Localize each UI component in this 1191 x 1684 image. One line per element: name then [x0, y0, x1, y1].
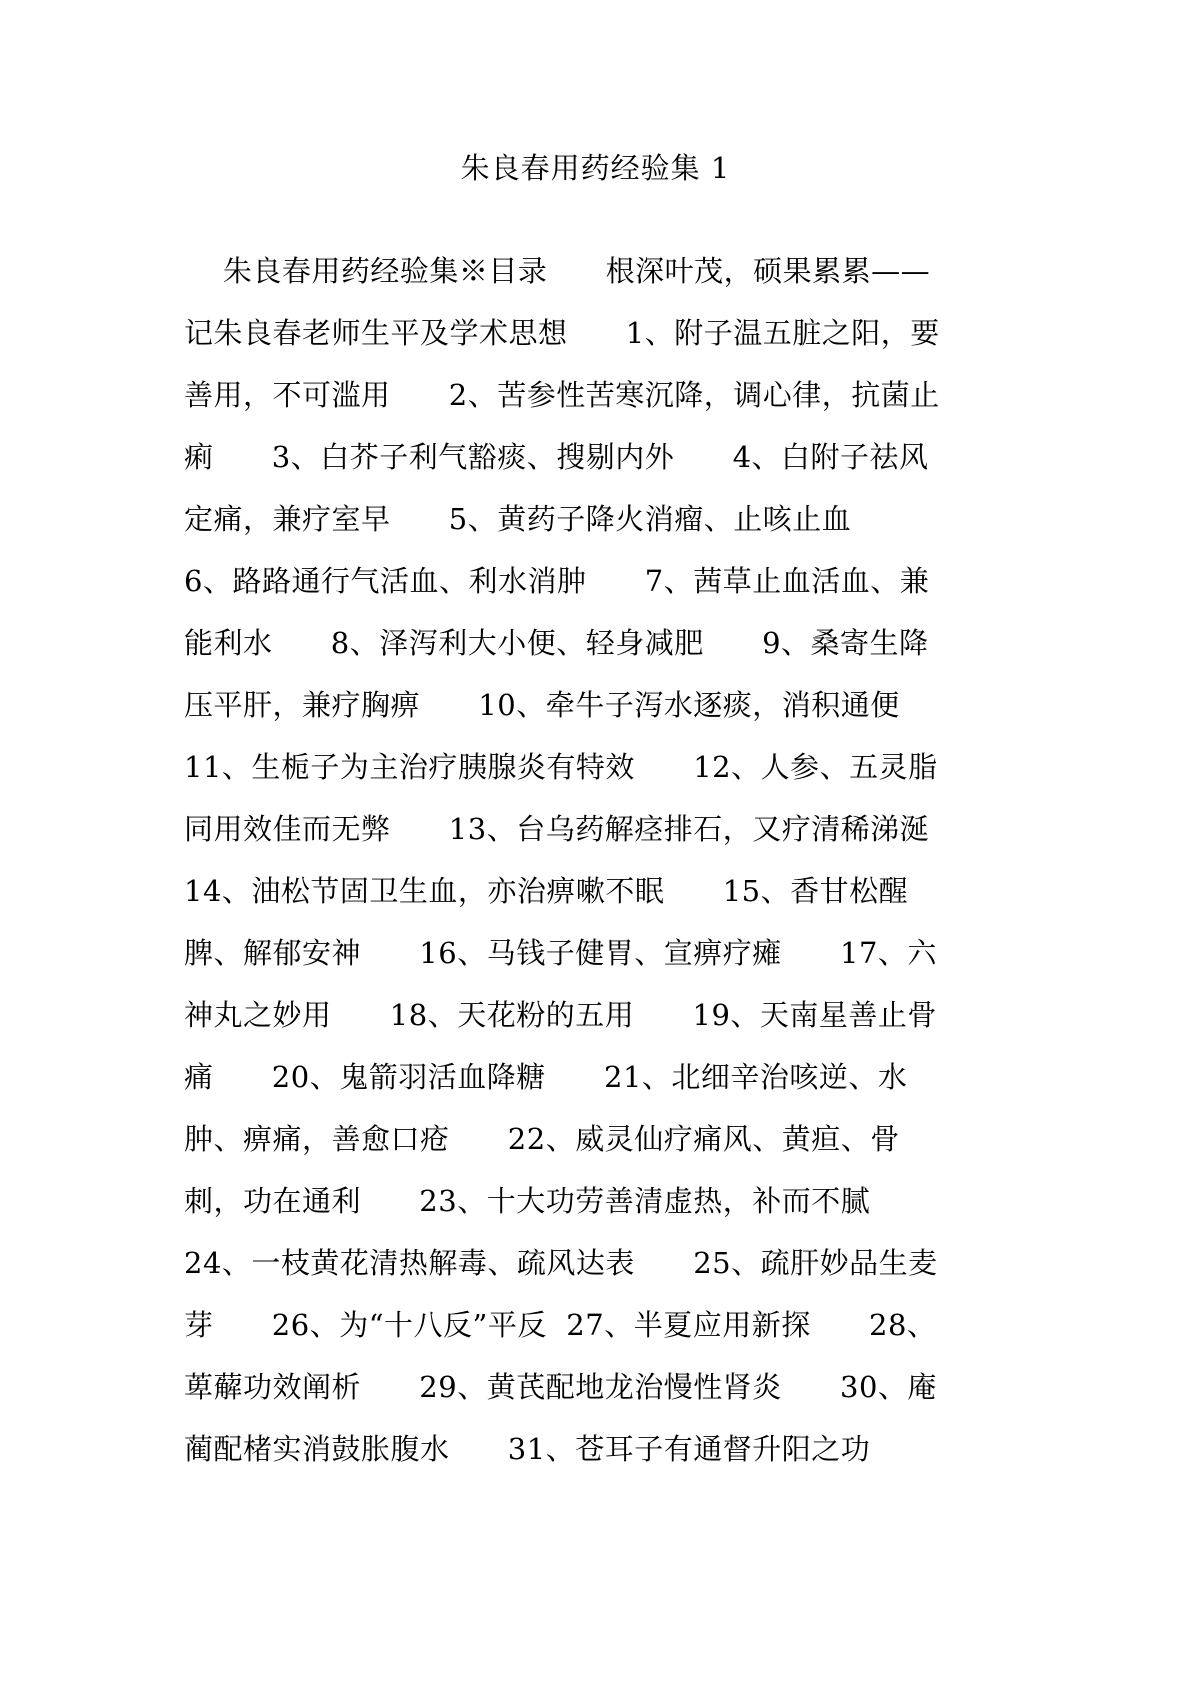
- text-line: 善用，不可滥用 2、苦参性苦寒沉降，调心律，抗菌止: [184, 378, 940, 412]
- text-line: 6、路路通行气活血、利水消肿 7、茜草止血活血、兼: [184, 564, 930, 598]
- text-line: 刺，功在通利 23、十大功劳善清虚热，补而不腻: [184, 1184, 871, 1218]
- text-line: 同用效佳而无弊 13、台乌药解痉排石，又疗清稀涕涎: [184, 812, 930, 846]
- text-line: 萆薢功效阐析 29、黄芪配地龙治慢性肾炎 30、庵: [184, 1370, 937, 1404]
- text-line: 14、油松节固卫生血，亦治痹嗽不眠 15、香甘松醒: [184, 874, 909, 908]
- text-line: 脾、解郁安神 16、马钱子健胃、宣痹疗瘫 17、六: [184, 936, 937, 970]
- text-line: 定痛，兼疗室早 5、黄药子降火消瘤、止咳止血: [184, 502, 852, 536]
- text-line: 痛 20、鬼箭羽活血降糖 21、北细辛治咳逆、水: [184, 1060, 908, 1094]
- text-line: 记朱良春老师生平及学术思想 1、附子温五脏之阳，要: [184, 316, 940, 350]
- text-line: 蔺配楮实消鼓胀腹水 31、苍耳子有通督升阳之功: [184, 1432, 871, 1466]
- document-body: [184, 240, 1014, 1480]
- text-line: 芽 26、为“十八反”平反 27、半夏应用新探 28、: [184, 1308, 937, 1342]
- text-line: 痢 3、白芥子利气豁痰、搜剔内外 4、白附子祛风: [184, 440, 929, 474]
- text-line: 11、生栀子为主治疗胰腺炎有特效 12、人参、五灵脂: [184, 750, 938, 784]
- text-line: 压平肝，兼疗胸痹 10、牵牛子泻水逐痰，消积通便: [184, 688, 900, 722]
- text-line: 能利水 8、泽泻利大小便、轻身减肥 9、桑寄生降: [184, 626, 929, 660]
- document-title: 朱良春用药经验集 1: [460, 151, 731, 185]
- text-line: 肿、痹痛，善愈口疮 22、威灵仙疗痛风、黄疸、骨: [184, 1122, 900, 1156]
- text-line: 24、一枝黄花清热解毒、疏风达表 25、疏肝妙品生麦: [184, 1246, 938, 1280]
- text-line: 朱良春用药经验集※目录 根深叶茂，硕果累累——: [184, 254, 931, 288]
- text-line: 神丸之妙用 18、天花粉的五用 19、天南星善止骨: [184, 998, 937, 1032]
